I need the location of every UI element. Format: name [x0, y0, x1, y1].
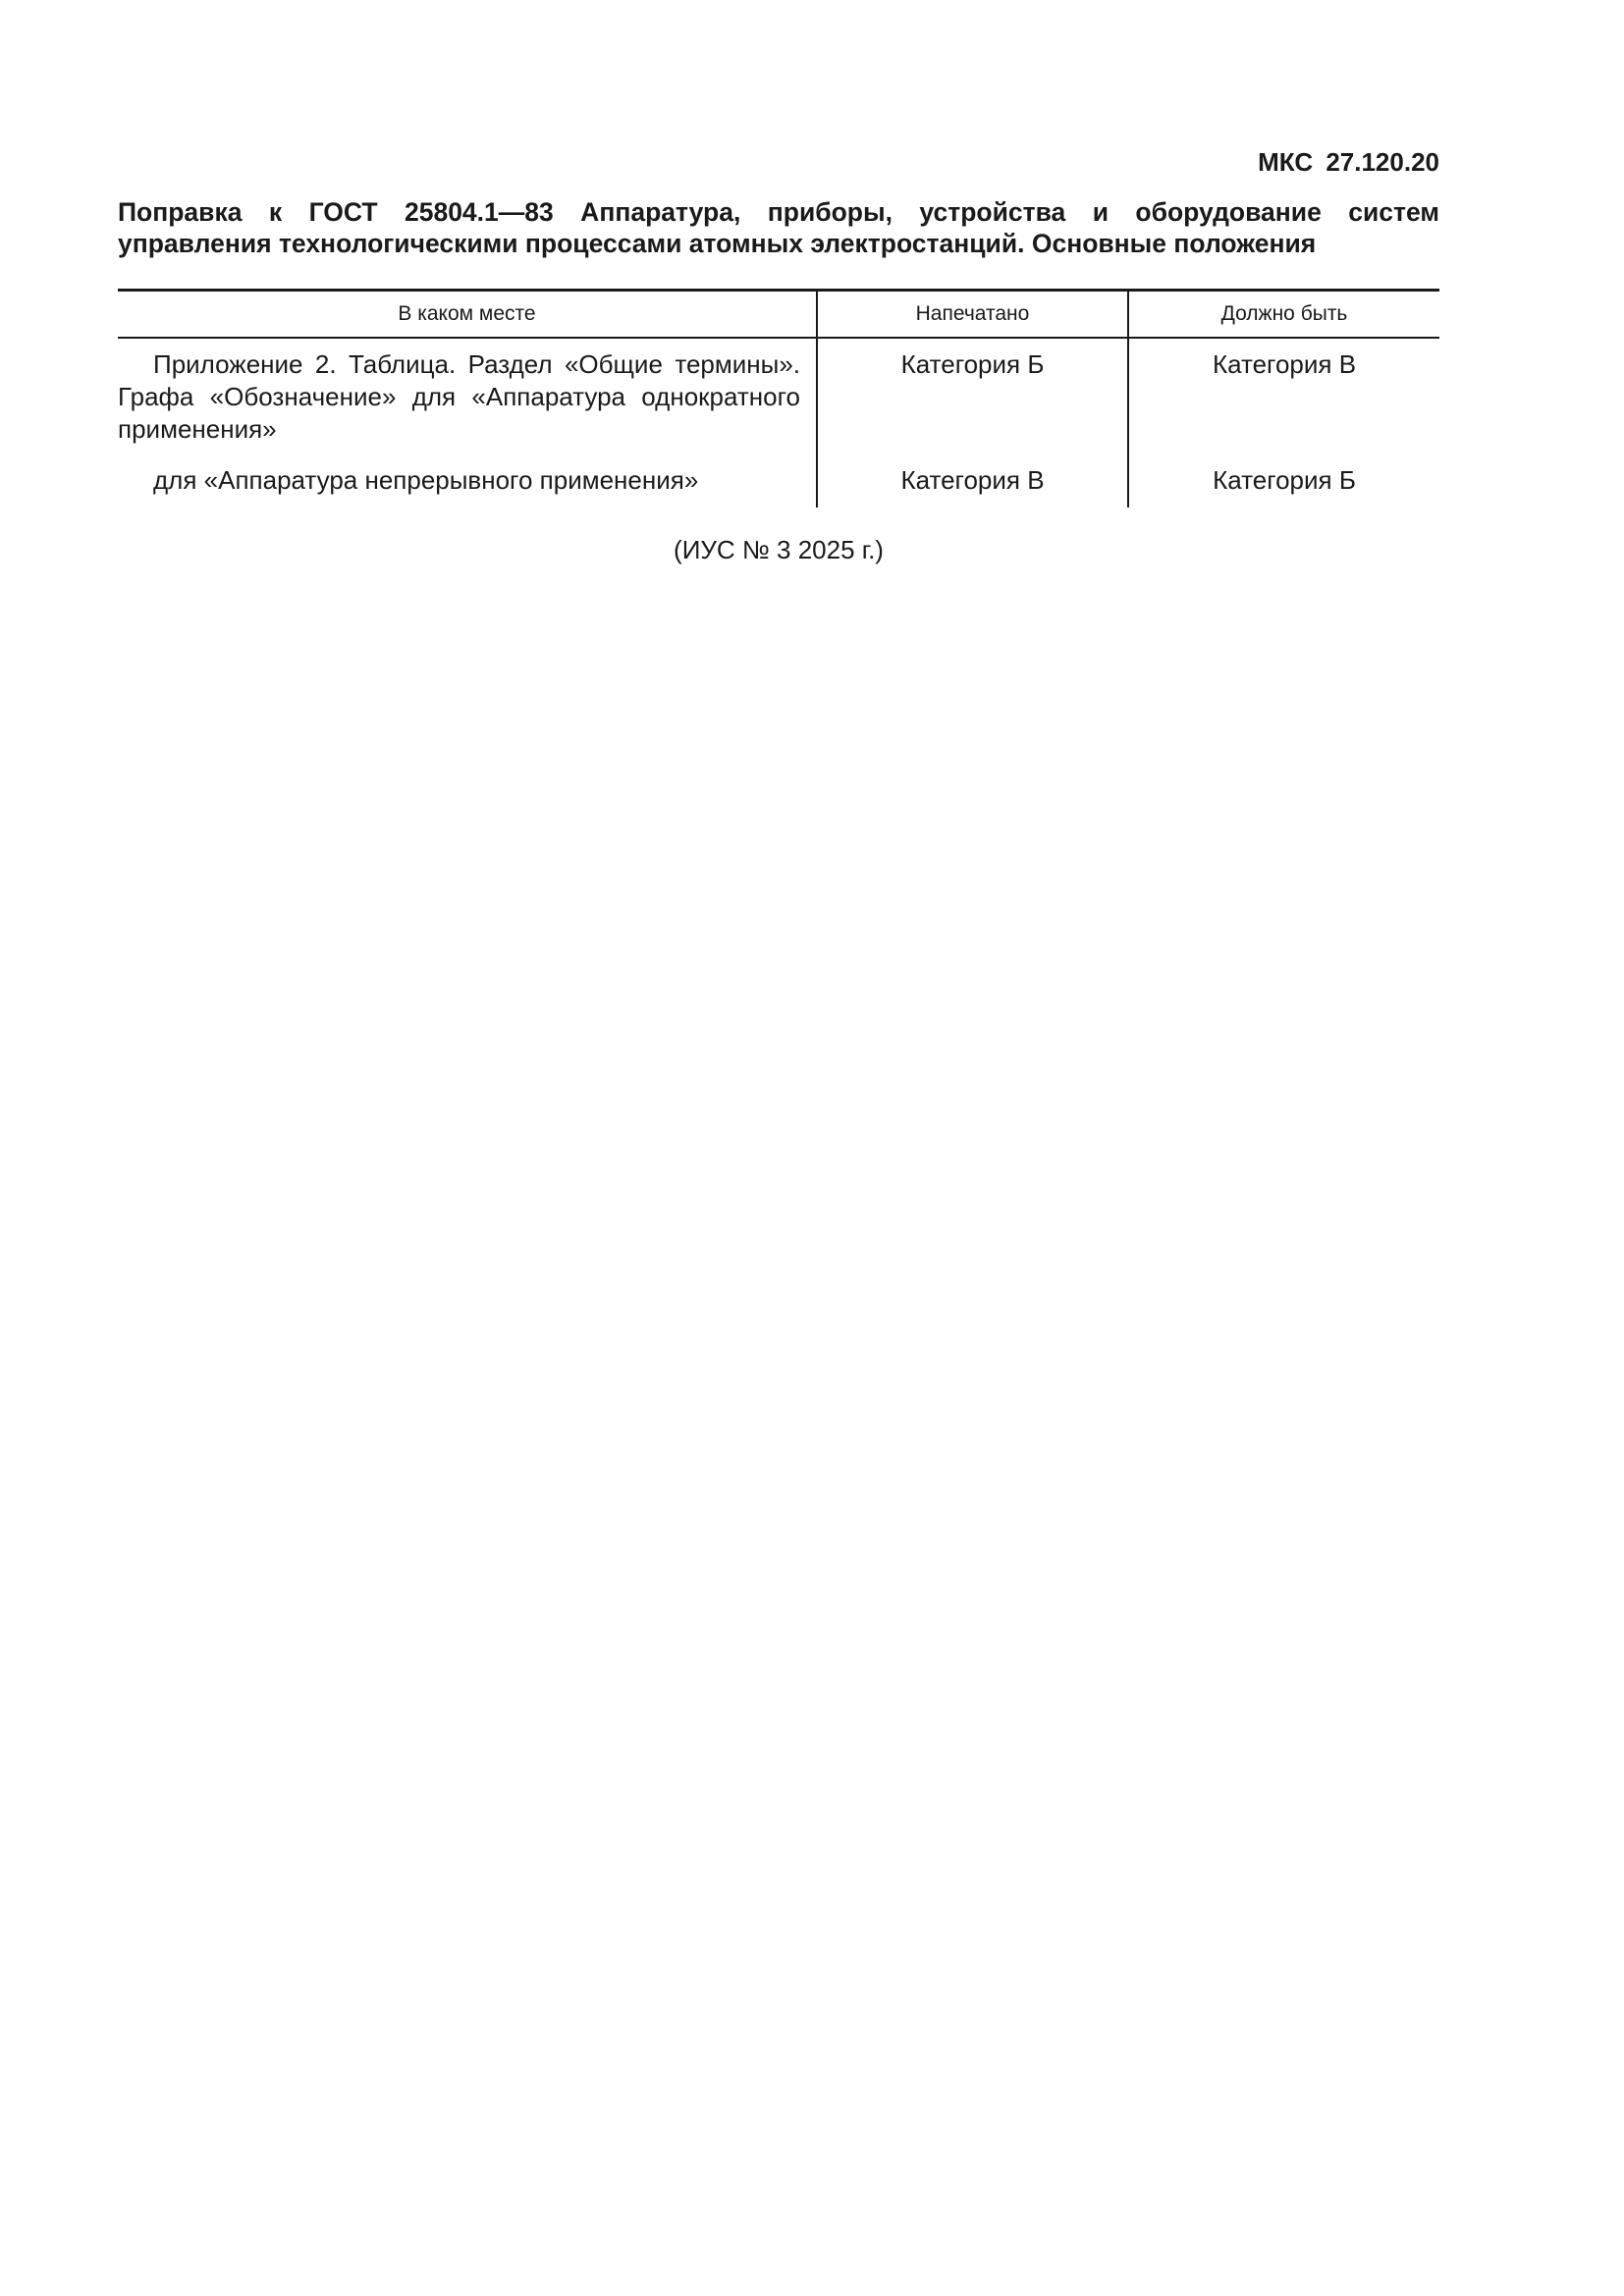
cell-should-be: Категория Б — [1128, 464, 1439, 507]
header-printed: Напечатано — [817, 291, 1128, 339]
table-row — [118, 464, 1439, 507]
cell-should-be: Категория В — [1128, 338, 1439, 464]
table-header-row — [118, 291, 1439, 339]
place-text: для «Аппаратура непрерывного применения» — [153, 465, 699, 495]
cell-place — [118, 464, 817, 507]
cell-place — [118, 338, 817, 464]
amendment-title-line-2: управления технологическими процессами атомных электростанций. Основные положения — [118, 229, 1317, 258]
place-text: Приложение 2. Таблица. Раздел «Общие термины». Графа «Обозначение» для «Аппаратура однократного применения» — [118, 349, 800, 444]
header-place: В каком месте — [118, 291, 817, 339]
cell-printed: Категория Б — [817, 338, 1128, 464]
mks-classification-code: МКС 27.120.20 — [1258, 147, 1439, 177]
ius-reference: (ИУС № 3 2025 г.) — [674, 535, 884, 564]
header-should-be: Должно быть — [1128, 291, 1439, 339]
amendment-table — [118, 289, 1439, 507]
table-row — [118, 338, 1439, 464]
cell-printed: Категория В — [817, 464, 1128, 507]
amendment-title-line-1: Поправка к ГОСТ 25804.1—83 Аппаратура, приборы, устройства и оборудование систем — [118, 197, 1439, 227]
amendment-title — [118, 196, 1439, 259]
